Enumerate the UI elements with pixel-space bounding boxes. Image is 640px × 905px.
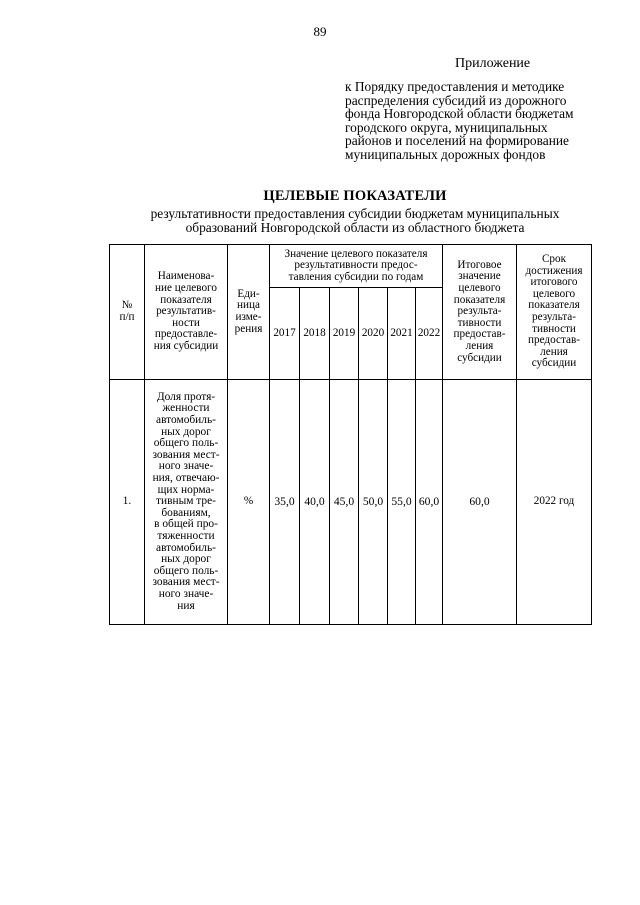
appendix-line: районов и поселений на формирование	[345, 133, 569, 148]
appendix-title: Приложение	[455, 56, 531, 71]
header-values-by-year: Значение целевого показателя результативности предос- тавления субсидии по годам	[270, 245, 443, 288]
appendix-text	[345, 80, 615, 161]
table-row	[110, 380, 592, 625]
appendix-line: фонда Новгородской области бюджетам	[345, 106, 574, 121]
appendix-line: городского округа, муниципальных	[345, 119, 548, 135]
row-deadline: 2022 год	[517, 380, 592, 625]
indicators-table	[109, 244, 592, 625]
row-value-2022: 60,0	[416, 380, 443, 625]
row-total-value: 60,0	[443, 380, 517, 625]
row-value-2017: 35,0	[270, 380, 300, 625]
subtitle-line-2: образований Новгородской области из областного бюджета	[185, 219, 525, 235]
row-value-2018: 40,0	[300, 380, 330, 625]
subtitle-line-1: результативности предоставления субсидии бюджетам муниципальных	[150, 206, 560, 221]
header-number: № п/п	[110, 245, 145, 380]
row-indicator-name: Доля протя- женности автомобиль- ных дорог общего поль- зования мест- ного значе- ния, отвечаю- щих норма- тивным тре- бованиям, в общей про- тяженности автомобиль- ных дорог общего поль- зования мест- ного значе- ния	[145, 380, 228, 625]
document-title: ЦЕЛЕВЫЕ ПОКАЗАТЕЛИ	[263, 188, 447, 204]
header-year: 2021	[388, 288, 416, 380]
header-year: 2022	[416, 288, 443, 380]
header-year: 2019	[330, 288, 359, 380]
row-value-2021: 55,0	[388, 380, 416, 625]
row-value-2020: 50,0	[359, 380, 388, 625]
appendix-line: муниципальных дорожных фондов	[345, 146, 546, 162]
row-unit: %	[228, 380, 270, 625]
header-indicator-name: Наименова- ние целевого показателя результатив- ности предоставле- ния субсидии	[145, 245, 228, 380]
appendix-line: распределения субсидий из дорожного	[345, 92, 567, 108]
document-subtitle	[110, 207, 600, 234]
header-unit: Еди- ница изме- рения	[228, 245, 270, 380]
appendix-line: к Порядку предоставления и методике	[345, 79, 565, 94]
row-value-2019: 45,0	[330, 380, 359, 625]
header-year: 2020	[359, 288, 388, 380]
header-year: 2017	[270, 288, 300, 380]
header-total-value: Итоговое значение целевого показателя результа- тивности предостав- ления субсидии	[443, 245, 517, 380]
header-deadline: Срок достижения итогового целевого показателя результа- тивности предостав- ления субсидии	[517, 245, 592, 380]
page-number: 89	[313, 24, 327, 39]
header-year: 2018	[300, 288, 330, 380]
row-number: 1.	[110, 380, 145, 625]
